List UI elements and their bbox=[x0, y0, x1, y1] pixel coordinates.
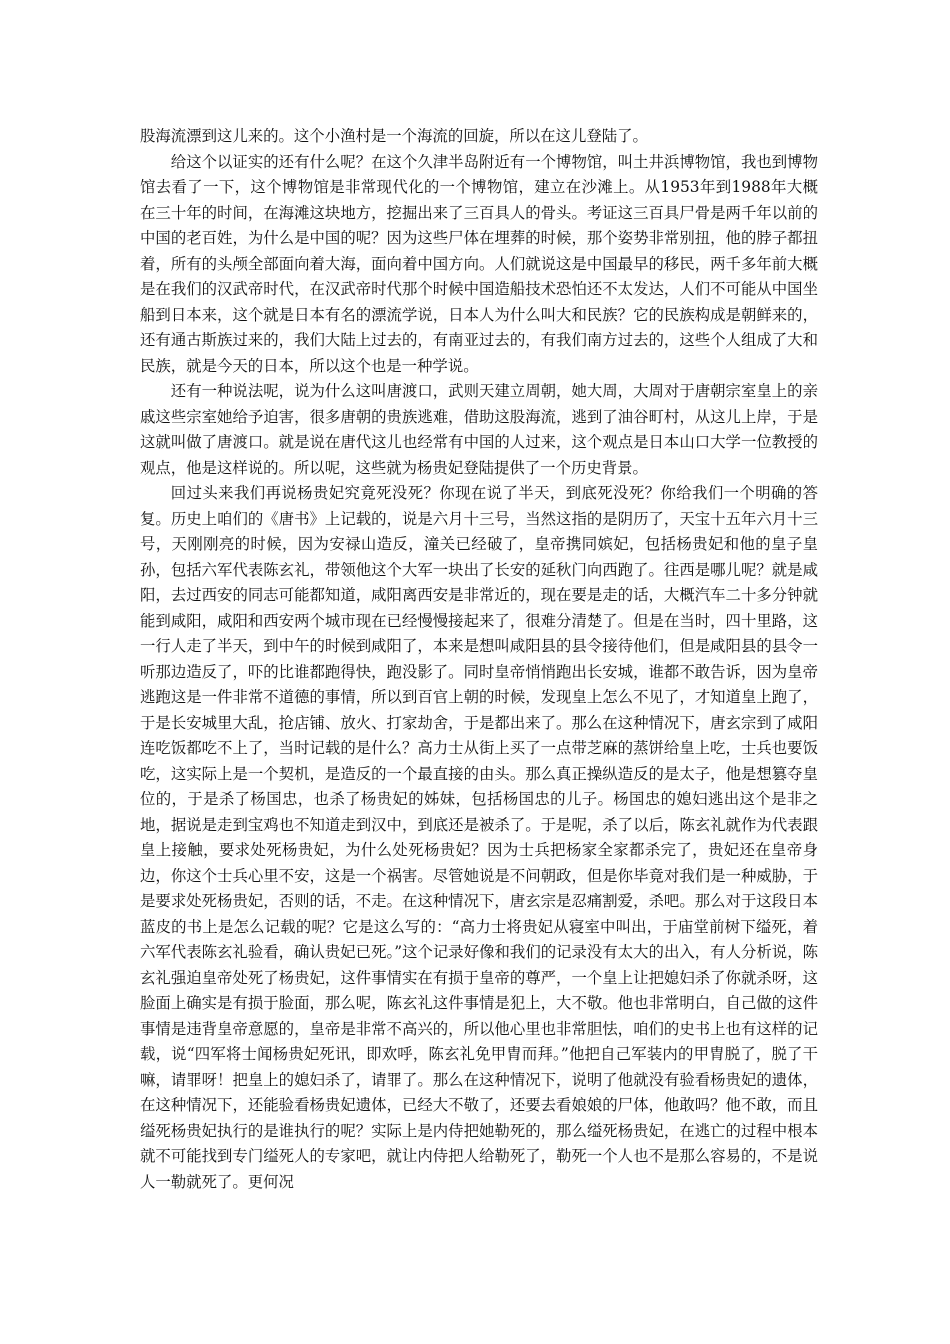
paragraph-continuation: 股海流漂到这儿来的。这个小渔村是一个海流的回旋，所以在这儿登陆了。 bbox=[140, 127, 648, 145]
paragraph-yang-guifei-death: 回过头来我们再说杨贵妃究竟死没死？你现在说了半天，到底死没死？你给我们一个明确的答复。历史上咱们的《唐书》上记载的，说是六月十三号，当然这指的是阴历了，天宝十五年六月十三号，天刚刚亮的时候，因为安禄山造反，潼关已经破了，皇帝携同嫔妃，包括杨贵妃和他的皇子皇孙，包括六军代表陈玄礼，带领他这个大军一块出了长安的延秋门向西跑了。往西是哪儿呢？就是咸阳，去过西安的同志可能都知道，咸阳离西安是非常近的，现在要是走的话，大概汽车二十多分钟就能到咸阳，咸阳和西安两个城市现在已经慢慢接起来了，很难分清楚了。但是在当时，四十里路，这一行人走了半天，到中午的时候到咸阳了，本来是想叫咸阳县的县令接待他们，但是咸阳县的县令一听那边造反了，吓的比谁都跑得快，跑没影了。同时皇帝悄悄跑出长安城，谁都不敢告诉，因为皇帝逃跑这是一件非常不道德的事情，所以到百官上朝的时候，发现皇上怎么不见了，才知道皇上跑了，于是长安城里大乱，抢店铺、放火、打家劫舍，于是都出来了。那么在这种情况下，唐玄宗到了咸阳连吃饭都吃不上了，当时记载的是什么？高力士从街上买了一点带芝麻的蒸饼给皇上吃，士兵也要饭吃，这实际上是一个契机，是造反的一个最直接的由头。那么真正操纵造反的是太子，他是想篡夺皇位的，于是杀了杨国忠，也杀了杨贵妃的姊妹，包括杨国忠的儿子。杨国忠的媳妇逃出这个是非之地，据说是走到宝鸡也不知道走到汉中，到底还是被杀了。于是呢，杀了以后，陈玄礼就作为代表跟皇上接触，要求处死杨贵妃，为什么处死杨贵妃？因为士兵把杨家全家都杀完了，贵妃还在皇帝身边，你这个士兵心里不安，这是一个祸害。尽管她说是不问朝政，但是你毕竟对我们是一种威胁，于是要求处死杨贵妃，否则的话，不走。在这种情况下，唐玄宗是忍痛割爱，杀吧。那么对于这段日本蓝皮的书上是怎么记载的呢？它是这么写的：“高力士将贵妃从寝室中叫出，于庙堂前树下缢死，着六军代表陈玄礼验看，确认贵妃已死。”这个记录好像和我们的记录没有太大的出入，有人分析说，陈玄礼强迫皇帝处死了杨贵妃，这件事情实在有损于皇帝的尊严，一个皇上让把媳妇杀了你就杀呀，这脸面上确实是有损于脸面，那么呢，陈玄礼这件事情是犯上，大不敬。他也非常明白，自己做的这件事情是违背皇帝意愿的，皇帝是非常不高兴的，所以他心里也非常胆怯，咱们的史书上也有这样的记载，说“四军将士闻杨贵妃死讯，即欢呼，陈玄礼免甲胄而拜。”他把自己军装内的甲胄脱了，脱了干嘛，请罪呀！把皇上的媳妇杀了，请罪了。那么在这种情况下，说明了他就没有验看杨贵妃的遗体，在这种情况下，还能验看杨贵妃遗体，已经大不敬了，还要去看娘娘的尸体，他敢吗？他不敢，而且缢死杨贵妃执行的是谁执行的呢？实际上是内侍把她勒死的，那么缢死杨贵妃，在逃亡的过程中根本就不可能找到专门缢死人的专家吧，就让内侍把人给勒死了，勒死一个人也不是那么容易的，不是说人一勒就死了。更何况 bbox=[140, 484, 818, 1191]
paragraph-museum: 给这个以证实的还有什么呢？在这个久津半岛附近有一个博物馆，叫土井浜博物馆，我也到博物馆去看了一下，这个博物馆是非常现代化的一个博物馆，建立在沙滩上。从1953年到1988年大概在三十年的时间，在海滩这块地方，挖掘出来了三百具人的骨头。考证这三百具尸骨是两千年以前的中国的老百姓，为什么是中国的呢？因为这些尸体在埋葬的时候，那个姿势非常别扭，他的脖子都扭着，所有的头颅全部面向着大海，面向着中国方向。人们就说这是中国最早的移民，两千多年前大概是在我们的汉武帝时代，在汉武帝时代那个时候中国造船技术恐怕还不太发达，人们不可能从中国坐船到日本来，这个就是日本有名的漂流学说，日本人为什么叫大和民族？它的民族构成是朝鲜来的，还有通古斯族过来的，我们大陆上过去的，有南亚过去的，有我们南方过去的，这些个人组成了大和民族，就是今天的日本，所以这个也是一种学说。 bbox=[140, 152, 818, 375]
document-body bbox=[140, 124, 818, 1195]
paragraph-tang-ferry: 还有一种说法呢，说为什么这叫唐渡口，武则天建立周朝，她大周，大周对于唐朝宗室皇上的亲戚这些宗室她给予迫害，很多唐朝的贵族逃难，借助这股海流，逃到了油谷町村，从这儿上岸，于是这就叫做了唐渡口。就是说在唐代这儿也经常有中国的人过来，这个观点是日本山口大学一位教授的观点，他是这样说的。所以呢，这些就为杨贵妃登陆提供了一个历史背景。 bbox=[140, 382, 818, 477]
